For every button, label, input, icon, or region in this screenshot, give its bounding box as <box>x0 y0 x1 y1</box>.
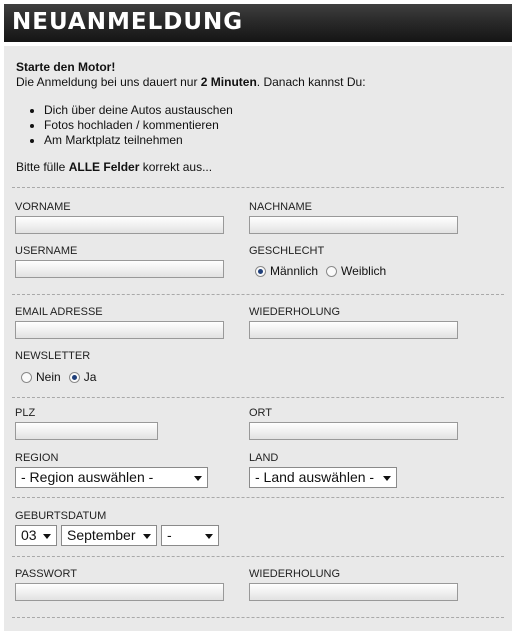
chevron-down-icon <box>205 534 213 539</box>
username-label: USERNAME <box>15 245 78 257</box>
newsletter-label: NEWSLETTER <box>15 350 91 362</box>
newsletter-group <box>21 370 104 384</box>
required-note <box>16 160 496 175</box>
vorname-label: VORNAME <box>15 201 71 213</box>
intro-text <box>16 60 496 175</box>
geschlecht-group <box>255 264 394 278</box>
email-label: EMAIL ADRESSE <box>15 306 103 318</box>
section-divider <box>12 617 504 618</box>
intro-headline: Starte den Motor! <box>16 60 116 74</box>
list-item: • Dich über deine Autos austauschen <box>44 103 496 118</box>
intro-line-bold: 2 Minuten <box>200 75 257 89</box>
list-item: • Am Marktplatz teilnehmen <box>44 133 496 148</box>
chevron-down-icon <box>143 534 151 539</box>
newsletter-yes-radio[interactable] <box>69 372 80 383</box>
intro-line <box>16 75 496 90</box>
gender-female-radio[interactable] <box>326 266 337 277</box>
gender-male-label[interactable]: Männlich <box>270 264 319 278</box>
note-bold: ALLE Felder <box>68 160 140 174</box>
land-select[interactable] <box>249 467 397 488</box>
passwort-repeat-label: WIEDERHOLUNG <box>249 568 341 580</box>
geschlecht-label: GESCHLECHT <box>249 245 325 257</box>
nachname-input[interactable] <box>249 216 458 234</box>
note-prefix: Bitte fülle <box>16 160 69 174</box>
region-label: REGION <box>15 452 59 464</box>
chevron-down-icon <box>194 476 202 481</box>
list-item: • Fotos hochladen / kommentieren <box>44 118 496 133</box>
birth-year-select[interactable] <box>161 525 219 546</box>
section-divider <box>12 294 504 295</box>
plz-input[interactable] <box>15 422 158 440</box>
note-suffix: korrekt aus... <box>139 160 213 174</box>
geburtsdatum-label: GEBURTSDATUM <box>15 510 107 522</box>
email-input[interactable] <box>15 321 224 339</box>
section-divider <box>12 556 504 557</box>
birth-day-select[interactable] <box>15 525 57 546</box>
birth-year-value: - <box>167 527 172 543</box>
chevron-down-icon <box>383 476 391 481</box>
page-title: NEUANMELDUNG <box>12 9 244 35</box>
passwort-repeat-input[interactable] <box>249 583 458 601</box>
passwort-label: PASSWORT <box>15 568 77 580</box>
section-divider <box>12 397 504 398</box>
land-select-value: - Land auswählen - <box>255 469 375 485</box>
section-divider <box>12 187 504 188</box>
gender-female-label[interactable]: Weiblich <box>341 264 387 278</box>
gender-male-radio[interactable] <box>255 266 266 277</box>
email-repeat-label: WIEDERHOLUNG <box>249 306 341 318</box>
newsletter-no-label[interactable]: Nein <box>36 370 61 384</box>
region-select-value: - Region auswählen - <box>21 469 154 485</box>
email-repeat-input[interactable] <box>249 321 458 339</box>
plz-label: PLZ <box>15 407 36 419</box>
birth-month-select[interactable] <box>61 525 157 546</box>
newsletter-yes-label[interactable]: Ja <box>83 370 97 384</box>
birth-month-value: September <box>67 527 136 543</box>
username-input[interactable] <box>15 260 224 278</box>
ort-label: ORT <box>249 407 273 419</box>
passwort-input[interactable] <box>15 583 224 601</box>
chevron-down-icon <box>43 534 51 539</box>
page-header <box>4 4 512 42</box>
registration-panel <box>4 46 512 631</box>
nachname-label: NACHNAME <box>249 201 312 213</box>
section-divider <box>12 497 504 498</box>
intro-line-prefix: Die Anmeldung bei uns dauert nur <box>16 75 201 89</box>
feature-list <box>16 103 496 148</box>
land-label: LAND <box>249 452 279 464</box>
intro-line-suffix: . Danach kannst Du: <box>256 75 366 89</box>
vorname-input[interactable] <box>15 216 224 234</box>
region-select[interactable] <box>15 467 208 488</box>
newsletter-no-radio[interactable] <box>21 372 32 383</box>
ort-input[interactable] <box>249 422 458 440</box>
birth-day-value: 03 <box>21 527 37 543</box>
